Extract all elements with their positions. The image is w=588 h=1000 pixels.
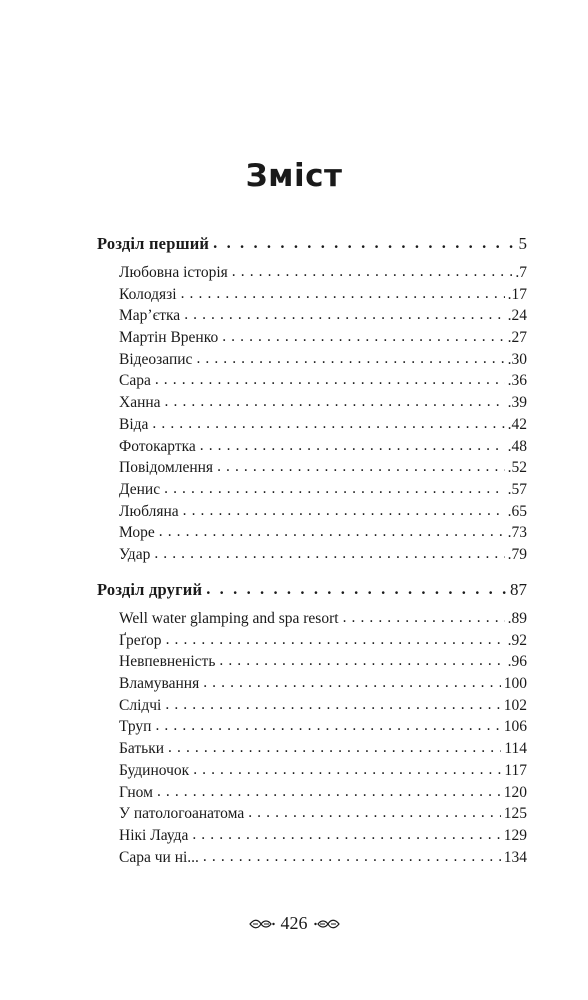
toc-entry-page: 134: [503, 848, 527, 866]
toc-entry-page: .65: [507, 502, 527, 520]
toc-entry[interactable]: [97, 847, 527, 869]
toc-entry-page: .39: [507, 394, 527, 412]
toc-entry[interactable]: [97, 284, 527, 306]
toc-entry-page: 106: [503, 718, 527, 736]
toc-entry-page: .73: [507, 524, 527, 542]
toc-entry-label: Ґреґор: [119, 631, 162, 649]
toc-entry[interactable]: [97, 501, 527, 523]
toc-entry-label: Слідчі: [119, 696, 162, 714]
dot-leader: [219, 650, 504, 672]
toc-entry-page: 129: [503, 826, 527, 844]
dot-leader: [155, 715, 500, 737]
dot-leader: [217, 456, 505, 478]
toc-entry-page: .89: [507, 610, 527, 627]
toc-entry[interactable]: [97, 305, 527, 327]
ornament-left-icon: [249, 918, 275, 930]
dot-leader: [232, 261, 513, 283]
toc-entry-page: .42: [507, 415, 527, 433]
toc-entry[interactable]: [97, 522, 527, 544]
toc-entry-page: 100: [503, 675, 527, 693]
toc-entry-label: Фотокартка: [119, 437, 196, 455]
dot-leader: [192, 824, 500, 846]
toc-entry[interactable]: [97, 327, 527, 349]
dot-leader: [165, 391, 505, 413]
toc-entry-page: .79: [507, 545, 527, 563]
toc-entry-page: 114: [504, 740, 527, 758]
toc-entry-label: Well water glamping and spa resort: [119, 610, 339, 627]
toc-entry-label: Любовна історія: [119, 264, 228, 281]
toc-entry-label: Сара: [119, 372, 151, 390]
toc-entry-page: .96: [507, 653, 527, 671]
toc-entry[interactable]: [97, 544, 527, 566]
toc-entry-label: Будиночок: [119, 761, 190, 779]
toc-entry[interactable]: [97, 803, 527, 825]
section-page-number: 5: [518, 234, 527, 253]
toc-entry[interactable]: [97, 392, 527, 414]
toc-entry-label: Віда: [119, 415, 149, 433]
dot-leader: [196, 348, 504, 370]
toc-entry[interactable]: [97, 262, 527, 284]
toc-entry-label: Любляна: [119, 502, 179, 520]
toc-entry-page: 117: [504, 761, 527, 779]
dot-leader: [343, 607, 505, 629]
toc-section-heading[interactable]: [97, 232, 527, 262]
toc-entry-label: Море: [119, 524, 155, 542]
toc-entry-page: .48: [507, 437, 527, 455]
dot-leader: [213, 231, 515, 255]
toc-section-1: [97, 232, 527, 566]
toc-entry-page: .27: [507, 329, 527, 347]
dot-leader: [183, 500, 505, 522]
toc-entry-label: Гном: [119, 783, 153, 801]
dot-leader: [248, 802, 501, 824]
page-footer: [0, 913, 588, 934]
toc-entry-label: Сара чи ні...: [119, 848, 199, 866]
toc-entry[interactable]: [97, 414, 527, 436]
dot-leader: [164, 478, 505, 500]
toc-entry-label: Повідомлення: [119, 459, 214, 477]
toc-entry-label: Денис: [119, 480, 161, 498]
toc-entry-label: Нікі Лауда: [119, 826, 189, 844]
toc-entry[interactable]: [97, 673, 527, 695]
toc-entry[interactable]: [97, 630, 527, 652]
dot-leader: [206, 577, 507, 601]
page-title: Зміст: [245, 158, 343, 194]
dot-leader: [157, 781, 501, 803]
toc-entry-label: Відеозапис: [119, 350, 193, 368]
toc-entry-page: 120: [503, 783, 527, 801]
toc-entry-page: 102: [503, 696, 527, 714]
toc-entry[interactable]: [97, 436, 527, 458]
dot-leader: [181, 283, 505, 305]
dot-leader: [193, 759, 501, 781]
toc-entry[interactable]: [97, 825, 527, 847]
toc-entry-label: Мар’єтка: [119, 307, 181, 325]
dot-leader: [154, 543, 504, 565]
toc-entry-label: Вламування: [119, 675, 200, 693]
toc-entry-page: .30: [507, 350, 527, 368]
toc-section-heading[interactable]: [97, 578, 527, 608]
toc-entry[interactable]: [97, 479, 527, 501]
toc-entry[interactable]: [97, 349, 527, 371]
dot-leader: [152, 413, 504, 435]
toc-entry[interactable]: [97, 457, 527, 479]
dot-leader: [155, 369, 505, 391]
toc-entry[interactable]: [97, 716, 527, 738]
toc-entry[interactable]: [97, 370, 527, 392]
toc-entry-page: .36: [507, 372, 527, 390]
toc-entry-page: .17: [507, 285, 527, 303]
toc-entry-label: Труп: [119, 718, 152, 736]
dot-leader: [200, 435, 505, 457]
toc-entry[interactable]: [97, 695, 527, 717]
toc-entry-page: .52: [507, 459, 527, 477]
dot-leader: [203, 846, 501, 868]
page-number: 426: [280, 913, 308, 933]
dot-leader: [159, 521, 505, 543]
dot-leader: [222, 326, 504, 348]
section-page-number: 87: [510, 580, 527, 599]
toc-entry-label: Ханна: [119, 394, 161, 412]
toc-entry-label: Батьки: [119, 740, 165, 758]
toc-entry[interactable]: [97, 738, 527, 760]
toc-entry-page: .24: [507, 307, 527, 325]
dot-leader: [184, 304, 504, 326]
toc-entry-label: Невпевненість: [119, 653, 216, 671]
toc-entry-page: 125: [503, 805, 527, 823]
toc-entry-label: У патологоанатома: [119, 805, 245, 823]
dot-leader: [168, 737, 501, 759]
toc-entry-label: Колодязі: [119, 285, 177, 303]
toc-entry-page: .92: [507, 631, 527, 649]
dot-leader: [166, 629, 505, 651]
toc-entry-label: Удар: [119, 545, 151, 563]
toc-entry[interactable]: [97, 782, 527, 804]
toc-entry-label: Мартін Вренко: [119, 329, 219, 347]
section-heading-label: Розділ другий: [97, 580, 203, 599]
toc-entry[interactable]: [97, 760, 527, 782]
toc-entry-page: .7: [515, 264, 527, 281]
toc-section-2: [97, 578, 527, 868]
ornament-right-icon: [314, 918, 340, 930]
toc-entry[interactable]: [97, 608, 527, 630]
dot-leader: [203, 672, 501, 694]
toc-entry-page: .57: [507, 480, 527, 498]
dot-leader: [165, 694, 500, 716]
section-heading-label: Розділ перший: [97, 234, 210, 253]
toc-entry[interactable]: [97, 651, 527, 673]
